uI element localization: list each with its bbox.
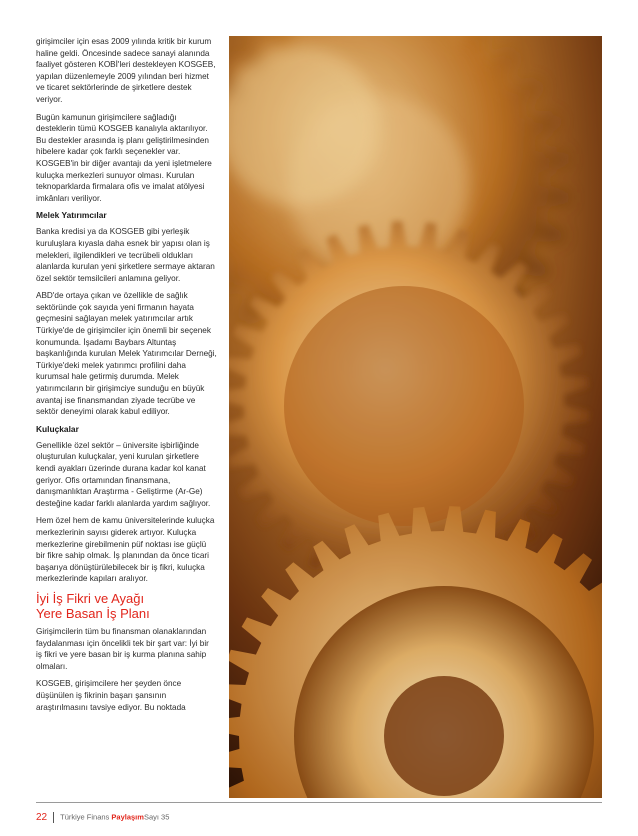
paragraph: ABD'de ortaya çıkan ve özellikle de sağlık sektöründe çok sayıda yeni firmanın hayata geçmesini sağlayan melek yatırımcılar artık Türkiye'de de girişimciler için önemli bir seçenek konumunda. İşadamı Baybars Altuntaş başkanlığında kurulan Melek Yatırımcılar Derneği, Türkiye'deki melek yatırımcı profilini daha kurumsal hale getirmiş durumda. Melek yatırımcıların bir girişimciye sunduğu en büyük avantaj ise finansmandan ziyade tecrübe ve sektör deneyimi olarak kabul ediliyor. (36, 291, 217, 417)
red-subheading-line-2: Yere Basan İş Planı (36, 605, 150, 621)
paragraph: Girişimcilerin tüm bu finansman olanaklarından faydalanması için öncelikli tek bir şart var: İyi bir iş fikri ve yere basan bir iş kurma planına sahip olmaları. (36, 626, 209, 671)
paragraph: girişimciler için esas 2009 yılında kritik bir kurum haline geldi. Öncesinde sadece sanayi alanında faaliyet gösteren KOBİ'leri destekleyen KOSGEB, yapılan düzenlemeyle 2009 yılından beri hizmet ve ticaret sektörlerinde de şirketlere destek veriyor. (36, 37, 216, 104)
page-number: 22 (36, 812, 48, 823)
article-column (36, 36, 217, 719)
gears-photo (229, 36, 602, 798)
footer-rule (36, 802, 602, 803)
publication-name: Türkiye Finans (60, 812, 110, 822)
publication-name-bold: Paylaşım (111, 812, 144, 822)
paragraph: Banka kredisi ya da KOSGEB gibi yerleşik kuruluşlara kıyasla daha esnek bir yapısı olan iş melekleri, ilgilendikleri ve tecrübeli oldukları alanlarda kurulan yeni şirketlere sermaye aktaran özel sektör temsilcileri anlamına geliyor. (36, 227, 215, 283)
red-subheading (36, 591, 217, 621)
gears-illustration (229, 36, 602, 798)
footer (36, 812, 169, 823)
paragraph: Hem özel hem de kamu üniversitelerinde kuluçka merkezlerinin sayısı giderek artıyor. Kuluçka merkezlerine girebilmenin püf noktası ise güçlü bir fikre sahip olmak. İş planından da önce ticari başarıya dönüştürülebilecek bir iş fikri, kuluçka merkezlerinde kapıları aralıyor. (36, 516, 215, 584)
paragraph: Bugün kamunun girişimcilere sağladığı desteklerin tümü KOSGEB kanalıyla aktarılıyor. Bu destekler arasında iş planı geliştirilmesinden hibelere kadar çok farklı seçenekler var. KOSGEB'in bir diğer avantajı da yeni işletmelere kuluçka merkezleri sunuyor olması. Kurulan teknoparklarda firmalara ofis ve imalat atölyesi imkânları veriliyor. (36, 112, 212, 203)
paragraph: KOSGEB, girişimcilere her şeyden önce düşünülen iş fikrinin başarı şansının araştırılmasını tavsiye ediyor. Bu noktada (36, 679, 186, 712)
section-heading-kulucka: Kuluçkalar (36, 423, 79, 434)
issue-number: Sayı 35 (143, 812, 170, 822)
footer-separator (53, 812, 54, 823)
red-subheading-line-1: İyi İş Fikri ve Ayağı (36, 590, 145, 606)
section-heading-melek: Melek Yatırımcılar (36, 210, 107, 221)
paragraph: Genellikle özel sektör – üniversite işbirliğinde oluşturulan kuluçkalar, yeni kurulan şirketlere kendi ayakları üzerinde durana kadar kol kanat geriyor. Ofis ortamından finansmana, danışmanlıktan Araştırma - Geliştirme (Ar-Ge) desteğine kadar farklı alanlarda yardım sağlıyor. (36, 440, 211, 508)
